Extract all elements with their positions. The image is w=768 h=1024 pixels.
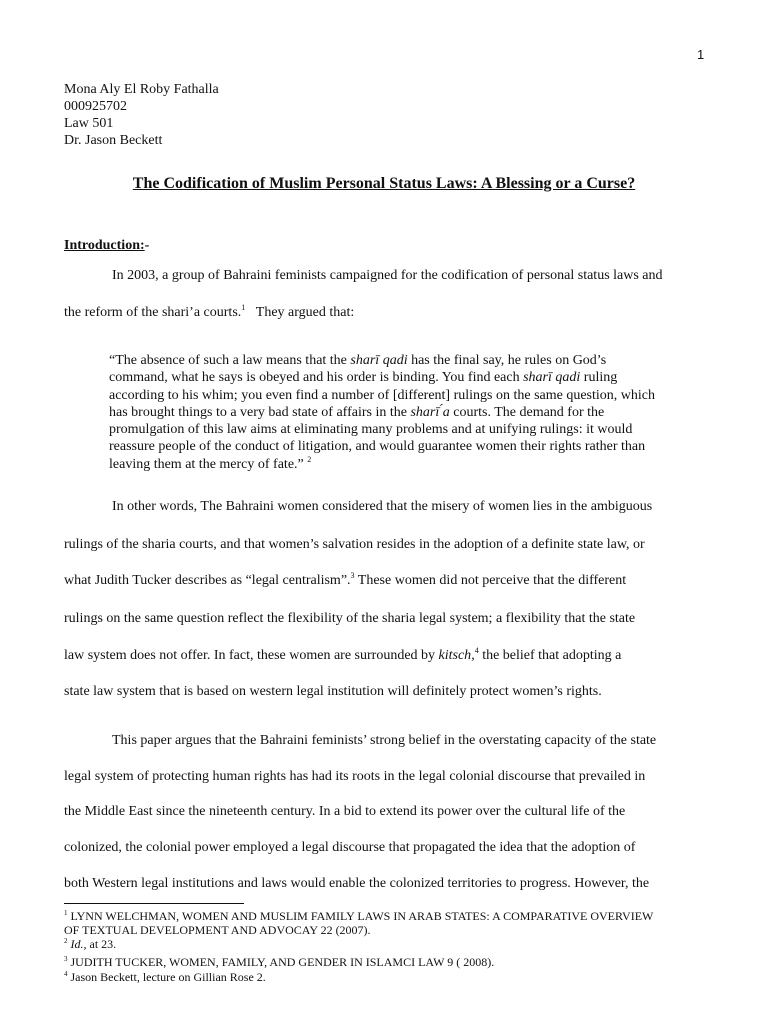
footnote-divider bbox=[64, 903, 244, 904]
para2-line1: In other words, The Bahraini women considered that the misery of women lies in the ambiguous bbox=[112, 499, 653, 514]
footnote-text: JUDITH TUCKER, WOMEN, FAMILY, AND GENDER IN ISLAMCI LAW 9 ( 2008). bbox=[70, 955, 495, 969]
quote-text: has the final say, he rules on God’s bbox=[407, 353, 607, 368]
author-name: Mona Aly El Roby Fathalla bbox=[64, 82, 219, 97]
page-number: 1 bbox=[697, 47, 705, 62]
footnote-ref-4: 4 bbox=[474, 646, 479, 655]
instructor-name: Dr. Jason Beckett bbox=[64, 133, 163, 148]
para2-line3-b: These women did not perceive that the different bbox=[354, 573, 627, 588]
footnote-1-continued: OF TEXTUAL DEVELOPMENT AND ADVOCAY 22 (2007). bbox=[64, 923, 371, 937]
para3-line2: legal system of protecting human rights has had its roots in the legal colonial discourse that prevailed in bbox=[64, 769, 646, 784]
quote-line: promulgation of this law aims at eliminating many problems and at unifying rulings: it would bbox=[109, 422, 633, 438]
quote-line bbox=[109, 352, 711, 369]
footnote-4 bbox=[64, 971, 266, 984]
student-id: 000925702 bbox=[64, 99, 127, 114]
quote-text: command, what he says is obeyed and his order is binding. You find each bbox=[109, 370, 524, 386]
quote-line: according to his whim; you even find a number of [different] rulings on the same question, which bbox=[109, 387, 655, 403]
footnote-text: at 23. bbox=[86, 937, 117, 951]
quote-text: ruling bbox=[580, 370, 618, 386]
quote-text: has brought things to a very bad state of affairs in the bbox=[109, 404, 411, 420]
block-quote bbox=[109, 352, 711, 473]
para2-line2: rulings of the sharia courts, and that women’s salvation resides in the adoption of a definite state law, or bbox=[64, 537, 645, 552]
footnote-text: LYNN WELCHMAN, WOMEN AND MUSLIM FAMILY LAWS IN ARAB STATES: A COMPARATIVE OVERVIEW bbox=[70, 909, 654, 923]
footnote-2 bbox=[64, 938, 116, 951]
footnote-1 bbox=[64, 910, 653, 923]
footnote-ref-2: 2 bbox=[307, 454, 312, 464]
document-title: The Codification of Muslim Personal Status Laws: A Blessing or a Curse? bbox=[132, 175, 636, 192]
para2-line3-a: what Judith Tucker describes as “legal centralism”. bbox=[64, 573, 351, 588]
quote-text: “The absence of such a law means that the bbox=[109, 353, 351, 368]
quote-italic: sharī qadi bbox=[350, 353, 408, 368]
para2-line5 bbox=[64, 648, 621, 664]
para3-line4: colonized, the colonial power employed a legal discourse that propagated the idea that the adoption of bbox=[64, 840, 636, 855]
para2-line5-comma: , bbox=[471, 648, 475, 663]
footnote-text: Jason Beckett, lecture on Gillian Rose 2. bbox=[70, 970, 266, 984]
para2-line4: rulings on the same question reflect the flexibility of the sharia legal system; a flexibility that the state bbox=[64, 611, 636, 626]
intro-heading-text: Introduction: bbox=[64, 238, 145, 253]
footnote-ref-3: 3 bbox=[350, 571, 355, 580]
quote-italic: sharī qadi bbox=[523, 370, 581, 386]
quote-line bbox=[109, 404, 711, 421]
footnote-number: 3 bbox=[64, 955, 68, 963]
para2-line3 bbox=[64, 573, 626, 589]
footnote-number: 4 bbox=[64, 970, 68, 978]
para1-line1: In 2003, a group of Bahraini feminists campaigned for the codification of personal status laws and bbox=[112, 268, 663, 283]
para2-line6: state law system that is based on western legal institution will definitely protect women’s rights. bbox=[64, 684, 602, 699]
para3-line3: the Middle East since the nineteenth century. In a bid to extend its power over the cultural life of the bbox=[64, 804, 626, 819]
section-heading-introduction bbox=[64, 238, 149, 254]
intro-heading-suffix: - bbox=[144, 238, 150, 253]
quote-line: reassure people of the conduct of litigation, and would guarantee women their rights rather than bbox=[109, 439, 646, 455]
para1-line2 bbox=[64, 305, 354, 321]
footnote-italic: Id., bbox=[70, 937, 87, 951]
course-code: Law 501 bbox=[64, 116, 114, 131]
quote-text: leaving them at the mercy of fate.” bbox=[109, 456, 304, 472]
quote-line bbox=[109, 456, 711, 473]
quote-line bbox=[109, 369, 711, 386]
footnote-3 bbox=[64, 956, 494, 969]
para3-line5: both Western legal institutions and laws would enable the colonized territories to progress. However, the bbox=[64, 876, 650, 891]
italic-kitsch: kitsch bbox=[438, 648, 472, 663]
para1-line2-b: They argued that: bbox=[255, 305, 355, 320]
para2-line5-a: law system does not offer. In fact, these women are surrounded by bbox=[64, 648, 439, 663]
para3-line1: This paper argues that the Bahraini feminists’ strong belief in the overstating capacity of the state bbox=[112, 733, 657, 748]
footnote-number: 2 bbox=[64, 937, 68, 945]
footnote-number: 1 bbox=[64, 909, 68, 917]
quote-italic: sharī ́a bbox=[410, 404, 450, 420]
footnote-ref-1: 1 bbox=[241, 303, 246, 312]
para1-line2-a: the reform of the shari’a courts. bbox=[64, 305, 242, 320]
author-header bbox=[64, 81, 219, 149]
para2-line5-b: the belief that adopting a bbox=[478, 648, 622, 663]
quote-text: courts. The demand for the bbox=[449, 404, 605, 420]
